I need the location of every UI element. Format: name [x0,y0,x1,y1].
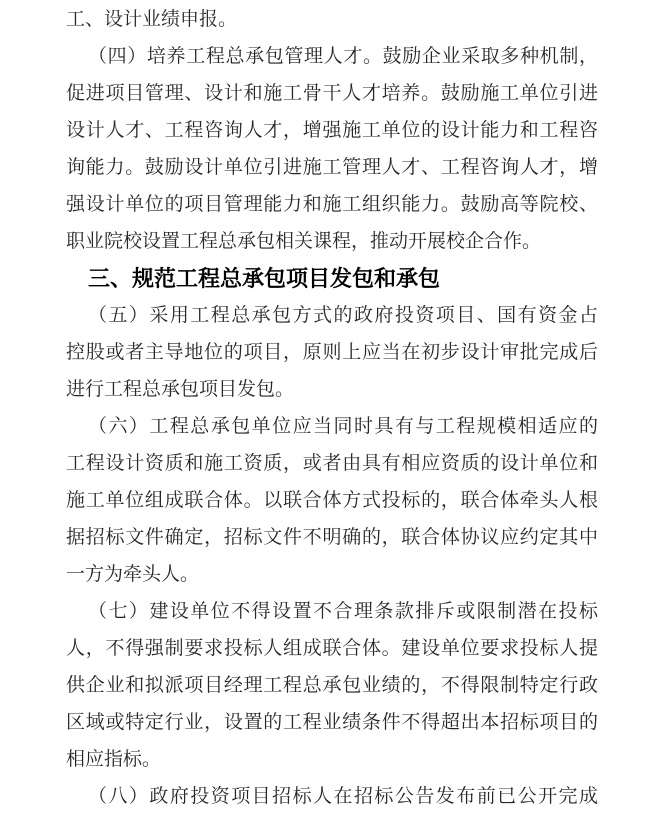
text-line: 工、设计业绩申报。 [66,9,238,30]
text-line: （六）工程总承包单位应当同时具有与工程规模相适应的 [88,416,598,437]
text-line: （七）建设单位不得设置不合理条款排斥或限制潜在投标 [88,601,598,622]
text-line: （五）采用工程总承包方式的政府投资项目、国有资金占 [88,305,598,326]
paragraph-item-eight [66,778,598,815]
text-line: 据招标文件确定，招标文件不明确的，联合体协议应约定其中 [66,527,598,548]
text-line: 人，不得强制要求投标人组成联合体。建设单位要求投标人提 [66,638,598,659]
text-line: 询能力。鼓励设计单位引进施工管理人才、工程咨询人才，增 [66,157,598,178]
text-line: 强设计单位的项目管理能力和施工组织能力。鼓励高等院校、 [66,194,598,215]
text-line: （四）培养工程总承包管理人才。鼓励企业采取多种机制， [88,46,598,67]
paragraph-item-five [66,297,598,408]
text-line: 供企业和拟派项目经理工程总承包业绩的，不得限制特定行政 [66,675,598,696]
text-line: 一方为牵头人。 [66,564,200,585]
paragraph-item-seven [66,593,598,778]
text-line: 施工单位组成联合体。以联合体方式投标的，联合体牵头人根 [66,490,598,511]
text-line: 工程设计资质和施工资质，或者由具有相应资质的设计单位和 [66,453,598,474]
text-line: 进行工程总承包项目发包。 [66,379,295,400]
text-line: （八）政府投资项目招标人在招标公告发布前已公开完成 [88,786,598,807]
paragraph-item-four [66,38,598,260]
section-heading-three [66,260,598,297]
text-line: 促进项目管理、设计和施工骨干人才培养。鼓励施工单位引进 [66,83,598,104]
section-heading-text: 三、规范工程总承包项目发包和承包 [88,266,441,291]
paragraph-item-six [66,408,598,593]
text-line: 职业院校设置工程总承包相关课程，推动开展校企合作。 [66,231,542,252]
text-line: 控股或者主导地位的项目，原则上应当在初步设计审批完成后 [66,342,598,363]
text-line: 区域或特定行业，设置的工程业绩条件不得超出本招标项目的 [66,712,598,733]
text-line: 设计人才、工程咨询人才，增强施工单位的设计能力和工程咨 [66,120,598,141]
text-line: 相应指标。 [66,749,162,770]
paragraph-continuation [66,1,598,38]
